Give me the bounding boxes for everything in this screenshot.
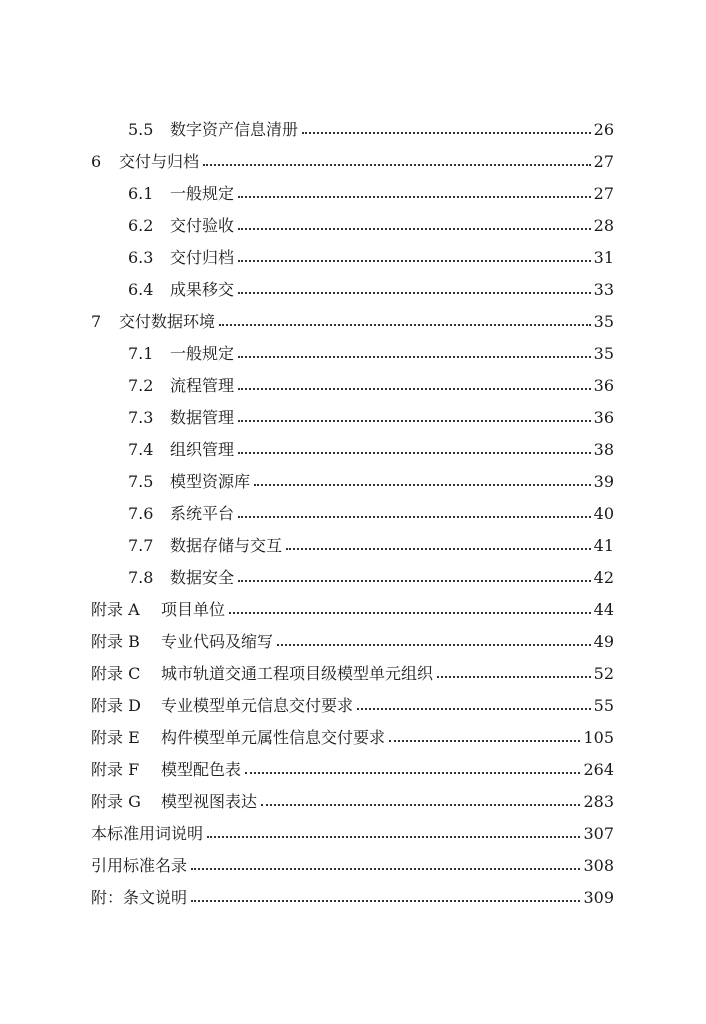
toc-entry-page: 49 (593, 632, 614, 651)
toc-entry-page: 42 (593, 568, 614, 587)
toc-entry[interactable] (91, 754, 614, 786)
toc-entry-number: 6.2 (128, 216, 154, 235)
toc-entry-page: 264 (583, 760, 614, 779)
toc-entry-title: 数据管理 (170, 408, 235, 427)
toc-entry-title: 专业代码及缩写 (161, 632, 274, 651)
toc-entry[interactable] (128, 466, 614, 498)
toc-entry-number: 7 (91, 312, 102, 331)
toc-entry-title: 交付归档 (170, 248, 235, 267)
dot-leader (254, 484, 591, 486)
dot-leader (238, 196, 591, 198)
toc-entry[interactable] (91, 306, 614, 338)
toc-entry[interactable] (91, 818, 614, 850)
toc-entry-number: 7.7 (128, 536, 154, 555)
toc-entry-page: 44 (593, 600, 614, 619)
toc-entry[interactable] (91, 594, 614, 626)
toc-entry-page: 36 (593, 408, 614, 427)
toc-entry[interactable] (128, 434, 614, 466)
toc-entry[interactable] (91, 850, 614, 882)
toc-entry-title: 一般规定 (170, 184, 235, 203)
toc-entry[interactable] (91, 882, 614, 914)
dot-leader (203, 164, 591, 166)
toc-entry-page: 27 (593, 184, 614, 203)
toc-entry-title: 系统平台 (170, 504, 235, 523)
toc-entry-number: 7.1 (128, 344, 154, 363)
toc-entry-number: 7.3 (128, 408, 154, 427)
toc-entry-number: 附录 B (91, 632, 140, 651)
dot-leader (357, 708, 591, 710)
toc-entry[interactable] (91, 658, 614, 690)
toc-entry-number: 6.4 (128, 280, 154, 299)
toc-entry-title: 项目单位 (161, 600, 226, 619)
toc-entry-title: 交付数据环境 (119, 312, 216, 331)
toc-entry-title: 专业模型单元信息交付要求 (161, 696, 354, 715)
toc-entry-number: 附录 E (91, 728, 140, 747)
dot-leader (219, 324, 591, 326)
toc-entry[interactable] (128, 338, 614, 370)
toc-entry-page: 52 (593, 664, 614, 683)
toc-entry-page: 27 (593, 152, 614, 171)
dot-leader (238, 228, 591, 230)
toc-entry-number: 附录 C (91, 664, 141, 683)
dot-leader (286, 548, 591, 550)
toc-entry-number: 附录 D (91, 696, 141, 715)
dot-leader (207, 836, 580, 838)
toc-entry[interactable] (128, 178, 614, 210)
toc-entry[interactable] (128, 530, 614, 562)
toc-entry[interactable] (91, 146, 614, 178)
toc-entry-number: 7.6 (128, 504, 154, 523)
toc-entry-number: 附录 F (91, 760, 140, 779)
dot-leader (238, 420, 591, 422)
dot-leader (277, 644, 591, 646)
toc-entry-title: 成果移交 (170, 280, 235, 299)
toc-entry-title: 交付与归档 (119, 152, 200, 171)
toc-entry-page: 55 (593, 696, 614, 715)
dot-leader (191, 868, 580, 870)
toc-entry-title: 交付验收 (170, 216, 235, 235)
toc-entry-page: 28 (593, 216, 614, 235)
toc-entry[interactable] (128, 210, 614, 242)
toc-entry[interactable] (91, 626, 614, 658)
toc-entry-number: 7.2 (128, 376, 154, 395)
toc-entry-title: 数据存储与交互 (170, 536, 283, 555)
toc-entry[interactable] (128, 370, 614, 402)
dot-leader (238, 580, 591, 582)
toc-entry-title: 数字资产信息清册 (170, 120, 299, 139)
toc-entry-page: 33 (593, 280, 614, 299)
toc-entry-page: 40 (593, 504, 614, 523)
toc-entry-number: 7.8 (128, 568, 154, 587)
toc-entry-number: 6 (91, 152, 102, 171)
toc-entry[interactable] (91, 786, 614, 818)
dot-leader (437, 676, 591, 678)
dot-leader (191, 900, 580, 902)
dot-leader (245, 772, 580, 774)
toc-entry-page: 35 (593, 312, 614, 331)
dot-leader (302, 132, 591, 134)
toc-entry-page: 26 (593, 120, 614, 139)
toc-entry-page: 283 (583, 792, 614, 811)
toc-entry[interactable] (128, 562, 614, 594)
toc-entry-title: 模型配色表 (161, 760, 242, 779)
toc-entry-page: 39 (593, 472, 614, 491)
toc-entry-page: 309 (583, 888, 614, 907)
toc-entry-page: 35 (593, 344, 614, 363)
toc-entry-page: 31 (593, 248, 614, 267)
toc-entry-page: 38 (593, 440, 614, 459)
toc-entry-number: 附录 A (91, 600, 140, 619)
toc-entry-page: 41 (593, 536, 614, 555)
toc-entry[interactable] (128, 498, 614, 530)
toc-entry-title: 组织管理 (170, 440, 235, 459)
toc-entry[interactable] (128, 274, 614, 306)
dot-leader (238, 292, 591, 294)
toc-entry[interactable] (128, 402, 614, 434)
toc-entry[interactable] (128, 114, 614, 146)
toc-entry[interactable] (91, 722, 614, 754)
toc-entry-title: 模型资源库 (170, 472, 251, 491)
toc-entry-title: 附：条文说明 (91, 888, 188, 907)
toc-entry-page: 308 (583, 856, 614, 875)
dot-leader (238, 516, 591, 518)
dot-leader (238, 356, 591, 358)
toc-entry-title: 模型视图表达 (161, 792, 258, 811)
toc-entry-page: 105 (583, 728, 614, 747)
dot-leader (238, 260, 591, 262)
toc-entry-title: 构件模型单元属性信息交付要求 (161, 728, 386, 747)
dot-leader (238, 452, 591, 454)
toc-entry-title: 引用标准名录 (91, 856, 188, 875)
toc-entry-title: 流程管理 (170, 376, 235, 395)
toc-entry-title: 城市轨道交通工程项目级模型单元组织 (161, 664, 434, 683)
toc-entry[interactable] (128, 242, 614, 274)
dot-leader (229, 612, 591, 614)
toc-entry-page: 36 (593, 376, 614, 395)
dot-leader (238, 388, 591, 390)
toc-entry-number: 6.1 (128, 184, 154, 203)
toc-entry-number: 6.3 (128, 248, 154, 267)
toc-entry-page: 307 (583, 824, 614, 843)
toc-entry[interactable] (91, 690, 614, 722)
toc-entry-number: 5.5 (128, 120, 154, 139)
toc-entry-number: 附录 G (91, 792, 141, 811)
toc-entry-title: 数据安全 (170, 568, 235, 587)
dot-leader (389, 740, 580, 742)
toc-entry-number: 7.4 (128, 440, 154, 459)
toc-entry-number: 7.5 (128, 472, 154, 491)
toc-entry-title: 一般规定 (170, 344, 235, 363)
dot-leader (261, 804, 580, 806)
toc-entry-title: 本标准用词说明 (91, 824, 204, 843)
